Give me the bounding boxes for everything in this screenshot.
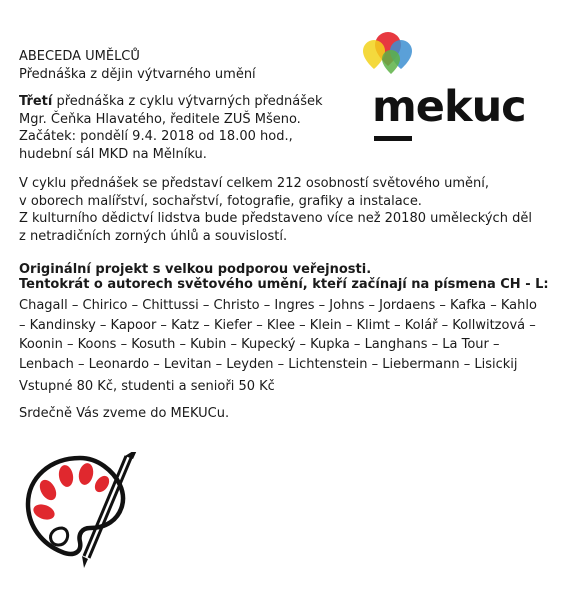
balloons-icon — [358, 28, 428, 88]
description-line: z netradičních zorných úhlů a souvislostí. — [19, 228, 288, 244]
artist-list — [19, 296, 537, 374]
event-details — [19, 93, 323, 163]
artist-list-line: Chagall – Chirico – Chittussi – Christo – Ingres – Johns – Jordaens – Kafka – Kahlo — [19, 298, 537, 313]
description — [19, 175, 532, 245]
project-intro — [19, 262, 549, 292]
project-highlight: Originální projekt s velkou podporou veřejnosti. — [19, 262, 372, 277]
artist-palette-icon — [22, 452, 142, 570]
event-title: ABECEDA UMĚLCŮ — [19, 49, 140, 64]
invitation: Srdečně Vás zveme do MEKUCu. — [19, 406, 230, 421]
header — [19, 48, 256, 83]
artist-list-line: – Kandinsky – Kapoor – Katz – Kiefer – Klee – Klein – Klimt – Kolář – Kollwitzová – — [19, 317, 536, 333]
project-topic: Tentokrát o autorech světového umění, kteří začínají na písmena CH - L: — [19, 277, 549, 292]
start-time: Začátek: pondělí 9.4. 2018 od 18.00 hod., — [19, 129, 293, 144]
description-line: v oborech malířství, sochařství, fotografie, grafiky a instalace. — [19, 193, 422, 209]
description-line: Z kulturního dědictví lidstva bude představeno více než 20180 uměleckých děl — [19, 211, 532, 226]
description-line: V cyklu přednášek se představí celkem 212 osobností světového umění, — [19, 176, 490, 191]
logo-wordmark: mekuc — [372, 82, 526, 132]
mekuc-logo — [358, 28, 528, 148]
lecturer: Mgr. Čeňka Hlavatého, ředitele ZUŠ Mšeno. — [19, 111, 301, 127]
lecture-number: Třetí — [19, 94, 53, 109]
artist-list-line: Lenbach – Leonardo – Levitan – Leyden – Lichtenstein – Liebermann – Lisickij — [19, 356, 518, 372]
lecture-intro: přednáška z cyklu výtvarných přednášek — [52, 94, 323, 109]
venue: hudební sál MKD na Mělníku. — [19, 146, 207, 162]
admission: Vstupné 80 Kč, studenti a senioři 50 Kč — [19, 379, 275, 394]
artist-list-line: Koonin – Koons – Kosuth – Kubin – Kupecký – Kupka – Langhans – La Tour – — [19, 337, 500, 352]
event-subtitle: Přednáška z dějin výtvarného umění — [19, 66, 256, 82]
logo-underline — [374, 136, 412, 141]
